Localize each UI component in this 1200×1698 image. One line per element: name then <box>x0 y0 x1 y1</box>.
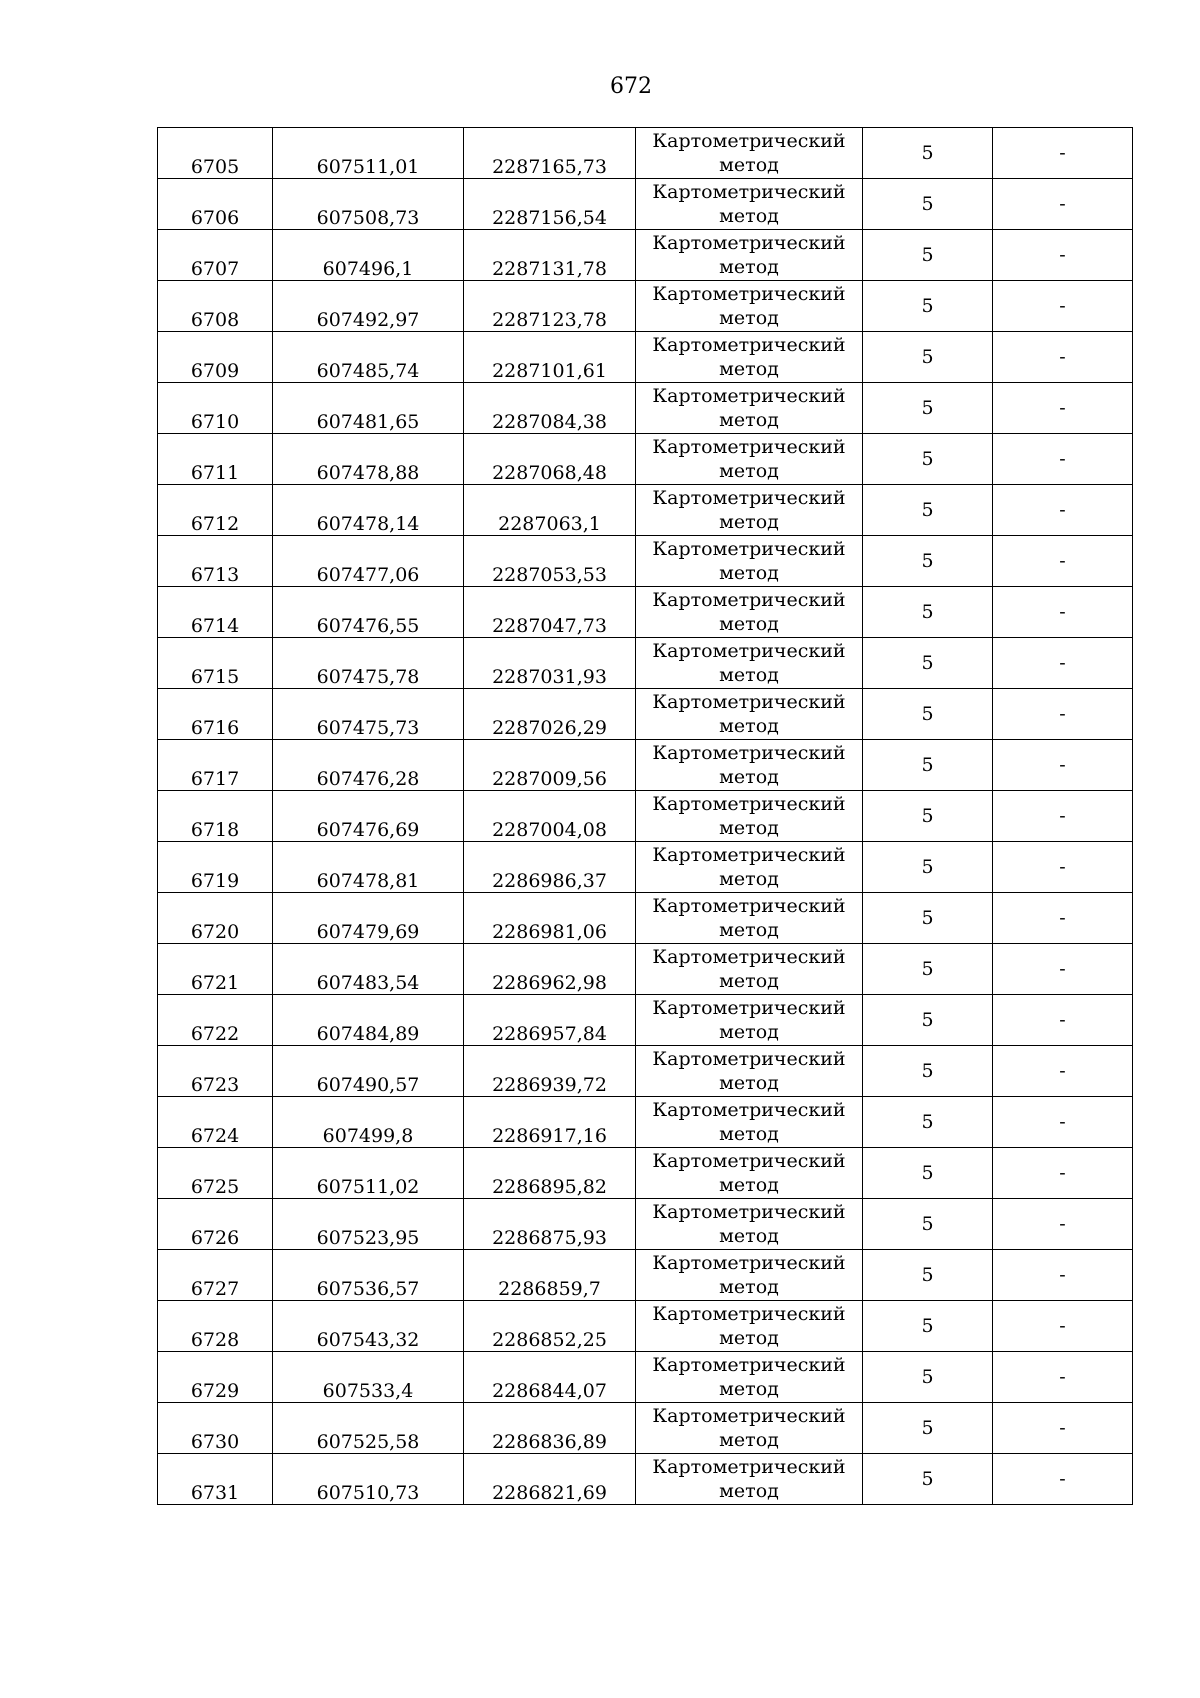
table-row <box>158 1199 1133 1250</box>
y-coordinate-cell: 2287053,53 <box>464 536 636 587</box>
method-line-1: Картометрический <box>652 997 846 1019</box>
point-number-cell: 6730 <box>158 1403 273 1454</box>
method-cell <box>636 689 863 740</box>
method-cell <box>636 995 863 1046</box>
accuracy-cell: 5 <box>863 995 993 1046</box>
accuracy-cell: 5 <box>863 383 993 434</box>
method-cell <box>636 485 863 536</box>
method-cell <box>636 842 863 893</box>
y-coordinate-cell: 2286859,7 <box>464 1250 636 1301</box>
method-line-1: Картометрический <box>652 1201 846 1223</box>
x-coordinate-cell: 607523,95 <box>273 1199 464 1250</box>
y-coordinate-cell: 2287131,78 <box>464 230 636 281</box>
method-line-1: Картометрический <box>652 1354 846 1376</box>
table-row <box>158 1454 1133 1505</box>
x-coordinate-cell: 607533,4 <box>273 1352 464 1403</box>
note-cell: - <box>993 1352 1133 1403</box>
method-line-1: Картометрический <box>652 1405 846 1427</box>
note-cell: - <box>993 485 1133 536</box>
x-coordinate-cell: 607476,55 <box>273 587 464 638</box>
method-line-1: Картометрический <box>652 1456 846 1478</box>
method-line-2: метод <box>719 409 779 431</box>
table-row <box>158 587 1133 638</box>
method-cell <box>636 893 863 944</box>
method-line-1: Картометрический <box>652 793 846 815</box>
accuracy-cell: 5 <box>863 1199 993 1250</box>
method-cell <box>636 944 863 995</box>
method-cell <box>636 1301 863 1352</box>
table-row <box>158 689 1133 740</box>
note-cell: - <box>993 383 1133 434</box>
point-number-cell: 6705 <box>158 128 273 179</box>
point-number-cell: 6717 <box>158 740 273 791</box>
method-line-2: метод <box>719 1327 779 1349</box>
x-coordinate-cell: 607477,06 <box>273 536 464 587</box>
method-line-1: Картометрический <box>652 691 846 713</box>
y-coordinate-cell: 2286844,07 <box>464 1352 636 1403</box>
method-line-2: метод <box>719 715 779 737</box>
accuracy-cell: 5 <box>863 1403 993 1454</box>
note-cell: - <box>993 434 1133 485</box>
point-number-cell: 6718 <box>158 791 273 842</box>
method-cell <box>636 638 863 689</box>
y-coordinate-cell: 2286962,98 <box>464 944 636 995</box>
method-cell <box>636 281 863 332</box>
method-cell <box>636 1250 863 1301</box>
accuracy-cell: 5 <box>863 128 993 179</box>
point-number-cell: 6714 <box>158 587 273 638</box>
point-number-cell: 6729 <box>158 1352 273 1403</box>
x-coordinate-cell: 607476,28 <box>273 740 464 791</box>
x-coordinate-cell: 607478,81 <box>273 842 464 893</box>
x-coordinate-cell: 607525,58 <box>273 1403 464 1454</box>
method-cell <box>636 740 863 791</box>
method-line-2: метод <box>719 154 779 176</box>
table-row <box>158 128 1133 179</box>
note-cell: - <box>993 689 1133 740</box>
y-coordinate-cell: 2286875,93 <box>464 1199 636 1250</box>
accuracy-cell: 5 <box>863 179 993 230</box>
point-number-cell: 6719 <box>158 842 273 893</box>
note-cell: - <box>993 893 1133 944</box>
accuracy-cell: 5 <box>863 587 993 638</box>
y-coordinate-cell: 2287123,78 <box>464 281 636 332</box>
note-cell: - <box>993 842 1133 893</box>
method-cell <box>636 332 863 383</box>
note-cell: - <box>993 1403 1133 1454</box>
x-coordinate-cell: 607485,74 <box>273 332 464 383</box>
y-coordinate-cell: 2286895,82 <box>464 1148 636 1199</box>
y-coordinate-cell: 2286917,16 <box>464 1097 636 1148</box>
accuracy-cell: 5 <box>863 1454 993 1505</box>
method-cell <box>636 1199 863 1250</box>
point-number-cell: 6728 <box>158 1301 273 1352</box>
point-number-cell: 6720 <box>158 893 273 944</box>
x-coordinate-cell: 607511,01 <box>273 128 464 179</box>
method-line-2: метод <box>719 1225 779 1247</box>
table-row <box>158 1301 1133 1352</box>
x-coordinate-cell: 607481,65 <box>273 383 464 434</box>
y-coordinate-cell: 2287009,56 <box>464 740 636 791</box>
point-number-cell: 6711 <box>158 434 273 485</box>
method-cell <box>636 179 863 230</box>
point-number-cell: 6724 <box>158 1097 273 1148</box>
x-coordinate-cell: 607510,73 <box>273 1454 464 1505</box>
y-coordinate-cell: 2287031,93 <box>464 638 636 689</box>
y-coordinate-cell: 2287047,73 <box>464 587 636 638</box>
method-line-1: Картометрический <box>652 385 846 407</box>
table-row <box>158 1352 1133 1403</box>
method-cell <box>636 230 863 281</box>
accuracy-cell: 5 <box>863 791 993 842</box>
method-line-2: метод <box>719 256 779 278</box>
table-row <box>158 740 1133 791</box>
point-number-cell: 6722 <box>158 995 273 1046</box>
method-line-2: метод <box>719 817 779 839</box>
x-coordinate-cell: 607475,78 <box>273 638 464 689</box>
accuracy-cell: 5 <box>863 638 993 689</box>
method-cell <box>636 128 863 179</box>
table-row <box>158 383 1133 434</box>
x-coordinate-cell: 607476,69 <box>273 791 464 842</box>
accuracy-cell: 5 <box>863 1046 993 1097</box>
point-number-cell: 6712 <box>158 485 273 536</box>
note-cell: - <box>993 179 1133 230</box>
x-coordinate-cell: 607536,57 <box>273 1250 464 1301</box>
table-row <box>158 995 1133 1046</box>
method-line-1: Картометрический <box>652 181 846 203</box>
accuracy-cell: 5 <box>863 842 993 893</box>
method-line-1: Картометрический <box>652 589 846 611</box>
method-cell <box>636 434 863 485</box>
accuracy-cell: 5 <box>863 893 993 944</box>
method-line-2: метод <box>719 1276 779 1298</box>
method-line-1: Картометрический <box>652 742 846 764</box>
accuracy-cell: 5 <box>863 1097 993 1148</box>
coordinates-table-body <box>158 128 1133 1505</box>
note-cell: - <box>993 1301 1133 1352</box>
method-cell <box>636 1148 863 1199</box>
y-coordinate-cell: 2287084,38 <box>464 383 636 434</box>
x-coordinate-cell: 607490,57 <box>273 1046 464 1097</box>
method-line-1: Картометрический <box>652 283 846 305</box>
point-number-cell: 6723 <box>158 1046 273 1097</box>
table-row <box>158 1250 1133 1301</box>
accuracy-cell: 5 <box>863 944 993 995</box>
table-row <box>158 179 1133 230</box>
accuracy-cell: 5 <box>863 689 993 740</box>
accuracy-cell: 5 <box>863 1301 993 1352</box>
y-coordinate-cell: 2287004,08 <box>464 791 636 842</box>
table-row <box>158 893 1133 944</box>
note-cell: - <box>993 128 1133 179</box>
method-line-2: метод <box>719 1021 779 1043</box>
point-number-cell: 6731 <box>158 1454 273 1505</box>
y-coordinate-cell: 2287156,54 <box>464 179 636 230</box>
method-line-2: метод <box>719 766 779 788</box>
accuracy-cell: 5 <box>863 434 993 485</box>
x-coordinate-cell: 607511,02 <box>273 1148 464 1199</box>
method-line-2: метод <box>719 307 779 329</box>
method-line-2: метод <box>719 1174 779 1196</box>
method-line-2: метод <box>719 1123 779 1145</box>
table-row <box>158 485 1133 536</box>
method-cell <box>636 1352 863 1403</box>
method-line-1: Картометрический <box>652 487 846 509</box>
table-row <box>158 434 1133 485</box>
y-coordinate-cell: 2287101,61 <box>464 332 636 383</box>
table-row <box>158 1046 1133 1097</box>
method-line-2: метод <box>719 1072 779 1094</box>
x-coordinate-cell: 607543,32 <box>273 1301 464 1352</box>
y-coordinate-cell: 2286939,72 <box>464 1046 636 1097</box>
y-coordinate-cell: 2287068,48 <box>464 434 636 485</box>
table-row <box>158 1148 1133 1199</box>
y-coordinate-cell: 2287026,29 <box>464 689 636 740</box>
method-line-2: метод <box>719 868 779 890</box>
page-number: 672 <box>610 74 652 99</box>
accuracy-cell: 5 <box>863 1352 993 1403</box>
note-cell: - <box>993 1199 1133 1250</box>
method-cell <box>636 1403 863 1454</box>
note-cell: - <box>993 230 1133 281</box>
method-cell <box>636 1454 863 1505</box>
method-line-1: Картометрический <box>652 1099 846 1121</box>
x-coordinate-cell: 607478,88 <box>273 434 464 485</box>
y-coordinate-cell: 2286981,06 <box>464 893 636 944</box>
x-coordinate-cell: 607508,73 <box>273 179 464 230</box>
table-row <box>158 536 1133 587</box>
method-line-2: метод <box>719 358 779 380</box>
x-coordinate-cell: 607492,97 <box>273 281 464 332</box>
method-cell <box>636 1046 863 1097</box>
note-cell: - <box>993 740 1133 791</box>
accuracy-cell: 5 <box>863 485 993 536</box>
y-coordinate-cell: 2287063,1 <box>464 485 636 536</box>
method-line-2: метод <box>719 919 779 941</box>
point-number-cell: 6710 <box>158 383 273 434</box>
method-line-2: метод <box>719 970 779 992</box>
table-row <box>158 230 1133 281</box>
x-coordinate-cell: 607499,8 <box>273 1097 464 1148</box>
note-cell: - <box>993 1250 1133 1301</box>
method-line-2: метод <box>719 1480 779 1502</box>
method-line-2: метод <box>719 205 779 227</box>
point-number-cell: 6707 <box>158 230 273 281</box>
note-cell: - <box>993 791 1133 842</box>
x-coordinate-cell: 607496,1 <box>273 230 464 281</box>
accuracy-cell: 5 <box>863 281 993 332</box>
accuracy-cell: 5 <box>863 332 993 383</box>
point-number-cell: 6715 <box>158 638 273 689</box>
y-coordinate-cell: 2287165,73 <box>464 128 636 179</box>
point-number-cell: 6708 <box>158 281 273 332</box>
method-cell <box>636 791 863 842</box>
point-number-cell: 6709 <box>158 332 273 383</box>
method-line-1: Картометрический <box>652 232 846 254</box>
y-coordinate-cell: 2286821,69 <box>464 1454 636 1505</box>
y-coordinate-cell: 2286836,89 <box>464 1403 636 1454</box>
method-cell <box>636 536 863 587</box>
point-number-cell: 6713 <box>158 536 273 587</box>
method-line-1: Картометрический <box>652 895 846 917</box>
table-row <box>158 332 1133 383</box>
point-number-cell: 6727 <box>158 1250 273 1301</box>
point-number-cell: 6726 <box>158 1199 273 1250</box>
accuracy-cell: 5 <box>863 1250 993 1301</box>
table-row <box>158 791 1133 842</box>
table-row <box>158 1403 1133 1454</box>
y-coordinate-cell: 2286986,37 <box>464 842 636 893</box>
method-cell <box>636 587 863 638</box>
method-line-1: Картометрический <box>652 844 846 866</box>
table-row <box>158 638 1133 689</box>
note-cell: - <box>993 332 1133 383</box>
method-line-1: Картометрический <box>652 1303 846 1325</box>
note-cell: - <box>993 995 1133 1046</box>
method-cell <box>636 383 863 434</box>
note-cell: - <box>993 536 1133 587</box>
method-line-1: Картометрический <box>652 1150 846 1172</box>
point-number-cell: 6706 <box>158 179 273 230</box>
x-coordinate-cell: 607484,89 <box>273 995 464 1046</box>
table-row <box>158 281 1133 332</box>
method-line-2: метод <box>719 664 779 686</box>
note-cell: - <box>993 1046 1133 1097</box>
coordinates-table <box>157 127 1133 1505</box>
method-line-1: Картометрический <box>652 334 846 356</box>
note-cell: - <box>993 281 1133 332</box>
point-number-cell: 6725 <box>158 1148 273 1199</box>
method-line-2: метод <box>719 562 779 584</box>
note-cell: - <box>993 1148 1133 1199</box>
accuracy-cell: 5 <box>863 740 993 791</box>
method-cell <box>636 1097 863 1148</box>
method-line-1: Картометрический <box>652 538 846 560</box>
method-line-2: метод <box>719 1429 779 1451</box>
method-line-1: Картометрический <box>652 640 846 662</box>
x-coordinate-cell: 607478,14 <box>273 485 464 536</box>
accuracy-cell: 5 <box>863 230 993 281</box>
accuracy-cell: 5 <box>863 1148 993 1199</box>
point-number-cell: 6721 <box>158 944 273 995</box>
table-row <box>158 944 1133 995</box>
table-row <box>158 842 1133 893</box>
x-coordinate-cell: 607475,73 <box>273 689 464 740</box>
table-row <box>158 1097 1133 1148</box>
note-cell: - <box>993 638 1133 689</box>
note-cell: - <box>993 587 1133 638</box>
y-coordinate-cell: 2286852,25 <box>464 1301 636 1352</box>
note-cell: - <box>993 1097 1133 1148</box>
method-line-1: Картометрический <box>652 130 846 152</box>
accuracy-cell: 5 <box>863 536 993 587</box>
point-number-cell: 6716 <box>158 689 273 740</box>
method-line-1: Картометрический <box>652 436 846 458</box>
y-coordinate-cell: 2286957,84 <box>464 995 636 1046</box>
method-line-2: метод <box>719 511 779 533</box>
method-line-1: Картометрический <box>652 1252 846 1274</box>
method-line-2: метод <box>719 613 779 635</box>
x-coordinate-cell: 607483,54 <box>273 944 464 995</box>
method-line-1: Картометрический <box>652 1048 846 1070</box>
method-line-2: метод <box>719 1378 779 1400</box>
method-line-1: Картометрический <box>652 946 846 968</box>
method-line-2: метод <box>719 460 779 482</box>
note-cell: - <box>993 1454 1133 1505</box>
x-coordinate-cell: 607479,69 <box>273 893 464 944</box>
note-cell: - <box>993 944 1133 995</box>
